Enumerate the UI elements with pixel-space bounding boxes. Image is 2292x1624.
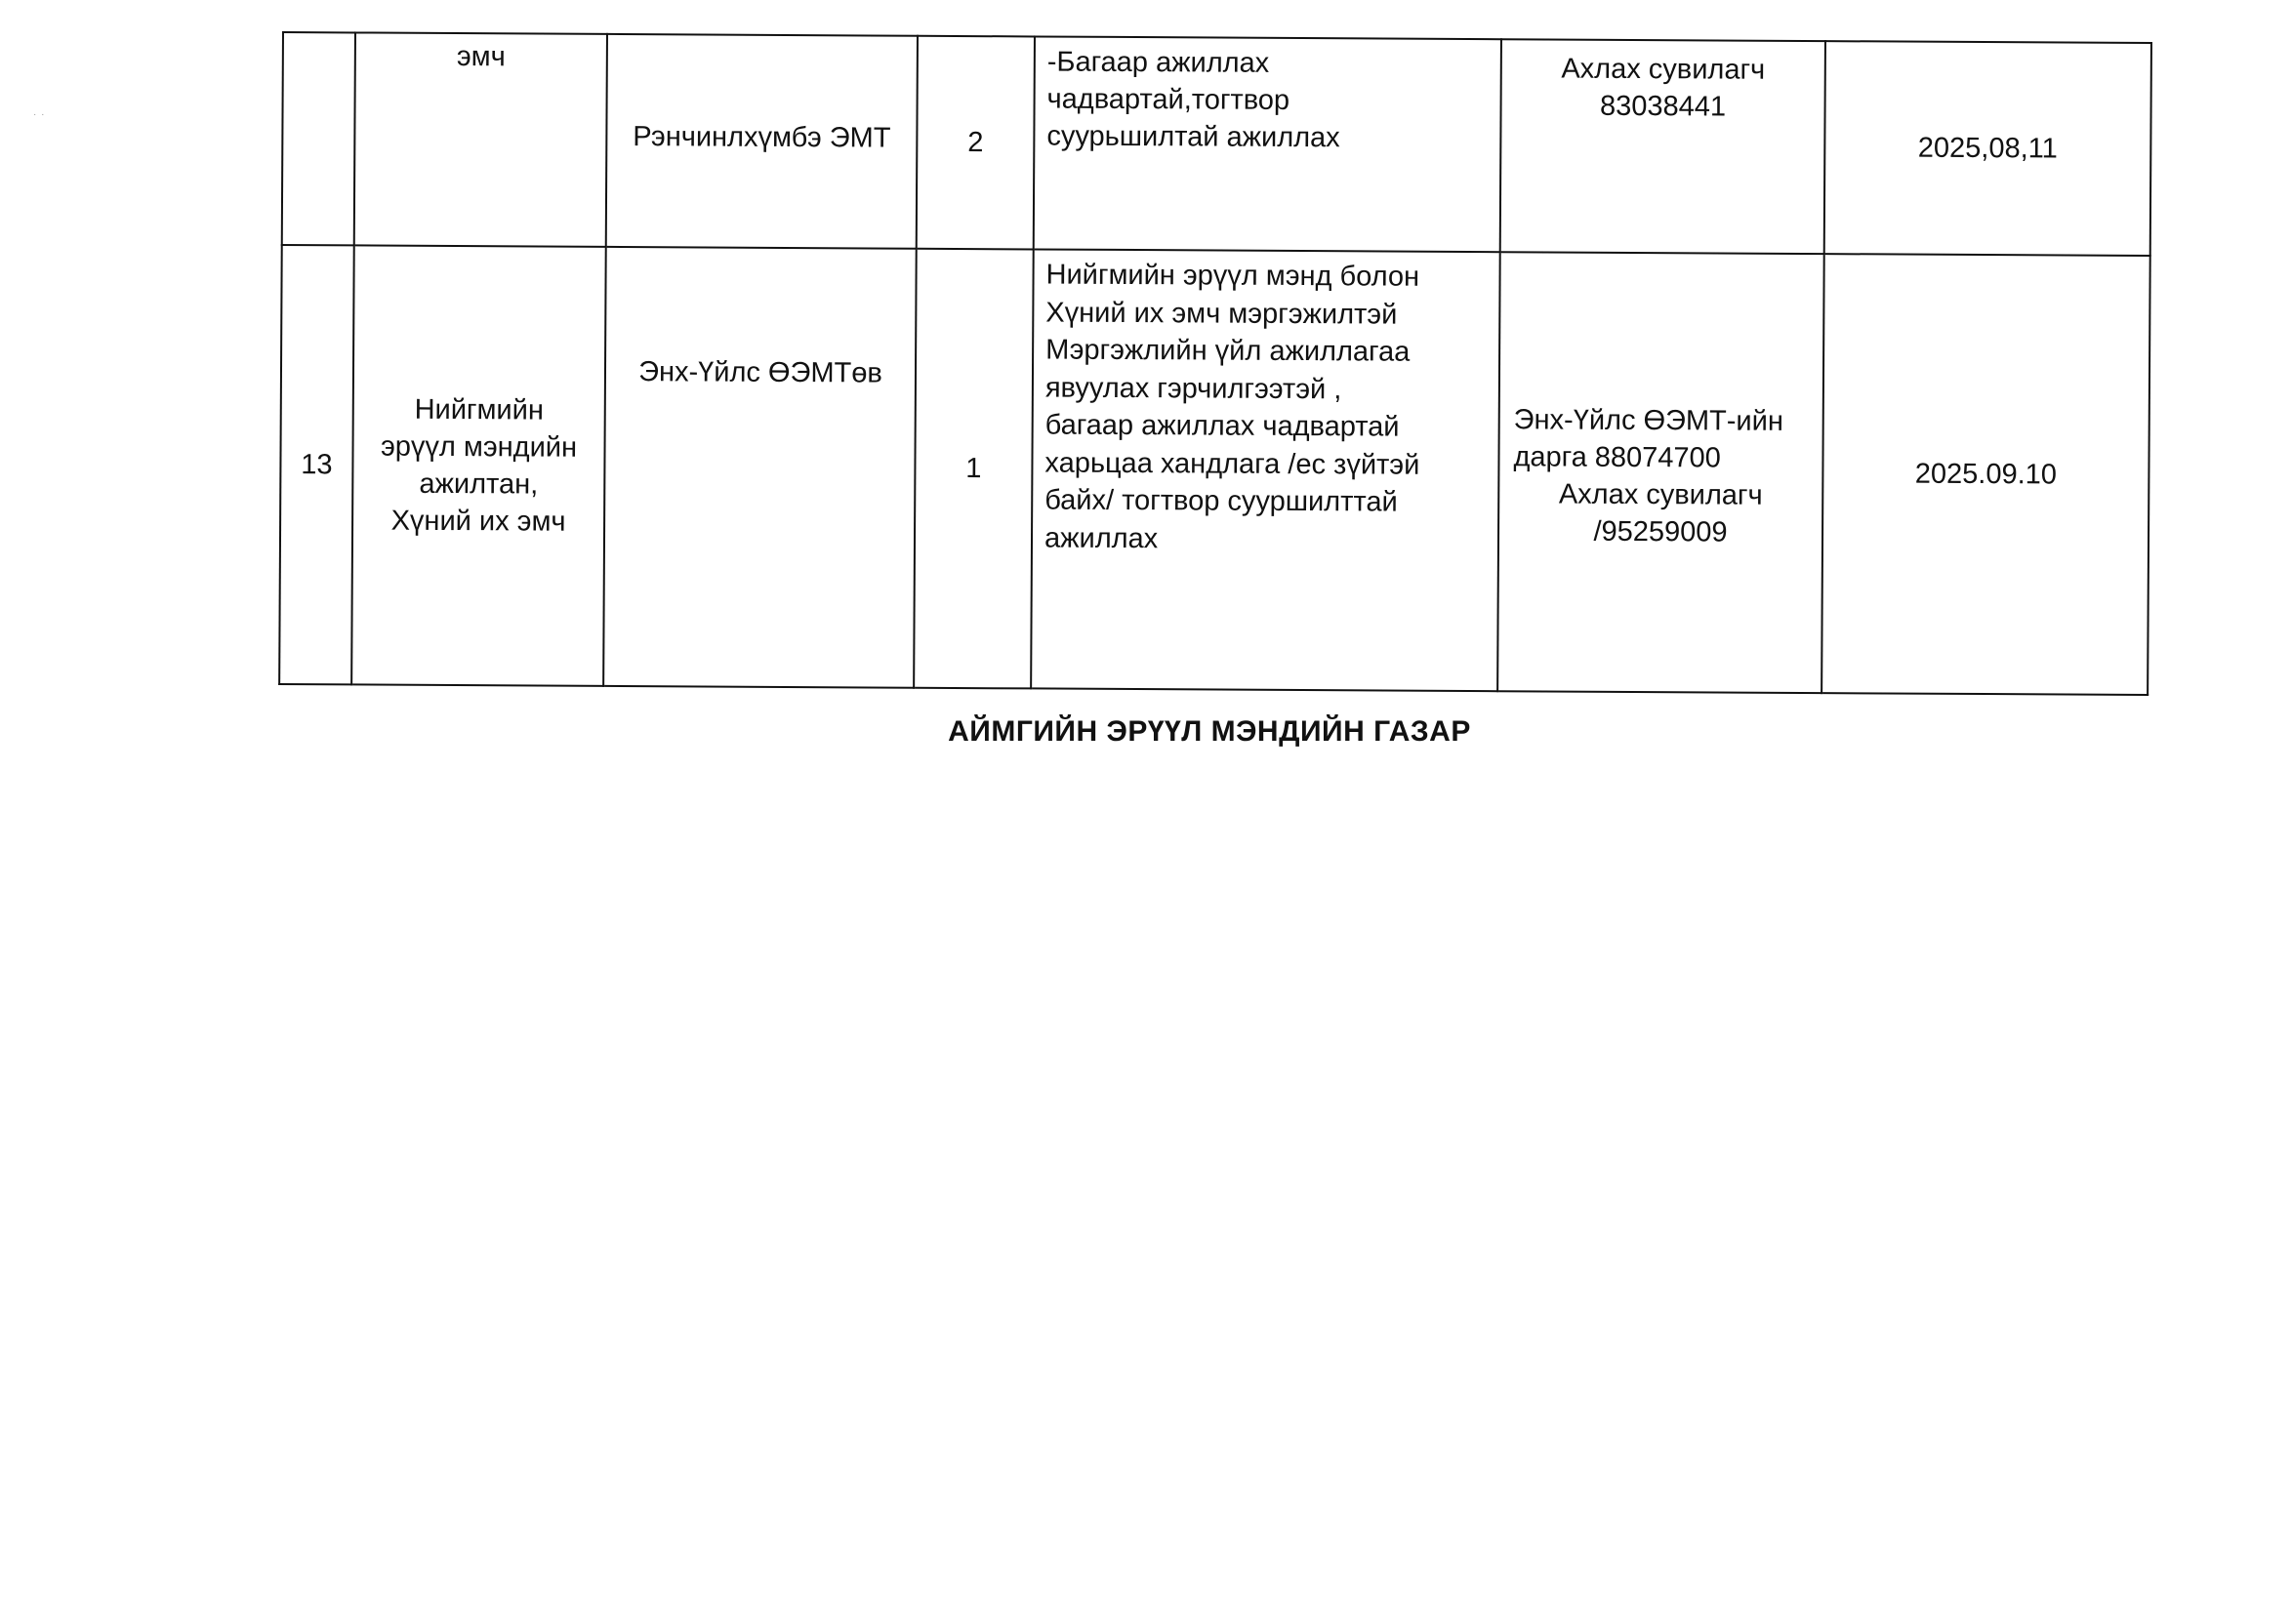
table-row (282, 32, 2151, 256)
requirements-line: суурьшилтай ажиллах (1046, 120, 1340, 154)
requirements-line: харьцаа хандлага /ес зүйтэй (1044, 447, 1420, 481)
requirements-line: байх/ тогтвор сууршилттай (1044, 484, 1398, 518)
scan-artifact: · · (33, 109, 46, 120)
requirements-line: чадвартай,тогтвор (1046, 83, 1290, 116)
requirements-line: Нийгмийн эрүүл мэнд болон (1045, 259, 1420, 293)
position-cell (351, 245, 606, 685)
requirements-line: -Багаар ажиллах (1046, 46, 1270, 79)
position-cell (354, 32, 607, 246)
contact-line: дарга 88074700 (1513, 441, 1721, 474)
requirements-line: явуулах гэрчилгээтэй , (1044, 372, 1342, 405)
deadline-cell: 2025,08,11 (1824, 41, 2151, 256)
position-line: Нийгмийн (414, 393, 544, 426)
requirements-line: Хүний их эмч мэргэжилтэй (1045, 297, 1398, 331)
position-line: Хүний их эмч (390, 505, 566, 538)
contact-line: Энх-Үйлс ӨЭМТ-ийн (1513, 404, 1783, 437)
contact-line: Ахлах сувилагч (1561, 53, 1766, 86)
requirements-line: Мэргэжлийн үйл ажиллагаа (1045, 334, 1411, 368)
row-number-cell (282, 32, 355, 245)
contact-cell (1500, 39, 1825, 254)
table-row (279, 245, 2150, 695)
requirements-cell (1034, 36, 1501, 252)
requirements-line: ажиллах (1044, 522, 1159, 554)
position-line: эмч (456, 41, 506, 73)
contact-line: /95259009 (1593, 515, 1728, 548)
organization-cell: Рэнчинлхүмбэ ЭМТ (606, 34, 918, 249)
contact-line: Ахлах сувилагч (1558, 478, 1763, 511)
count-cell: 2 (917, 36, 1035, 250)
contact-cell (1497, 252, 1824, 693)
contact-line: 83038441 (1599, 90, 1727, 123)
issuer-title: АЙМГИЙН ЭРҮҮЛ МЭНДИЙН ГАЗАР (948, 715, 1471, 748)
count-cell: 1 (914, 249, 1034, 689)
organization-cell: Энх-Үйлс ӨЭМТөв (603, 247, 917, 688)
vacancy-table (278, 31, 2152, 696)
row-number-cell: 13 (279, 245, 354, 684)
position-line: ажилтан, (419, 467, 539, 501)
position-line: эрүүл мэндийн (380, 430, 578, 464)
requirements-cell (1031, 249, 1500, 691)
requirements-line: багаар ажиллах чадвартай (1044, 409, 1400, 443)
deadline-cell: 2025.09.10 (1821, 254, 2150, 695)
